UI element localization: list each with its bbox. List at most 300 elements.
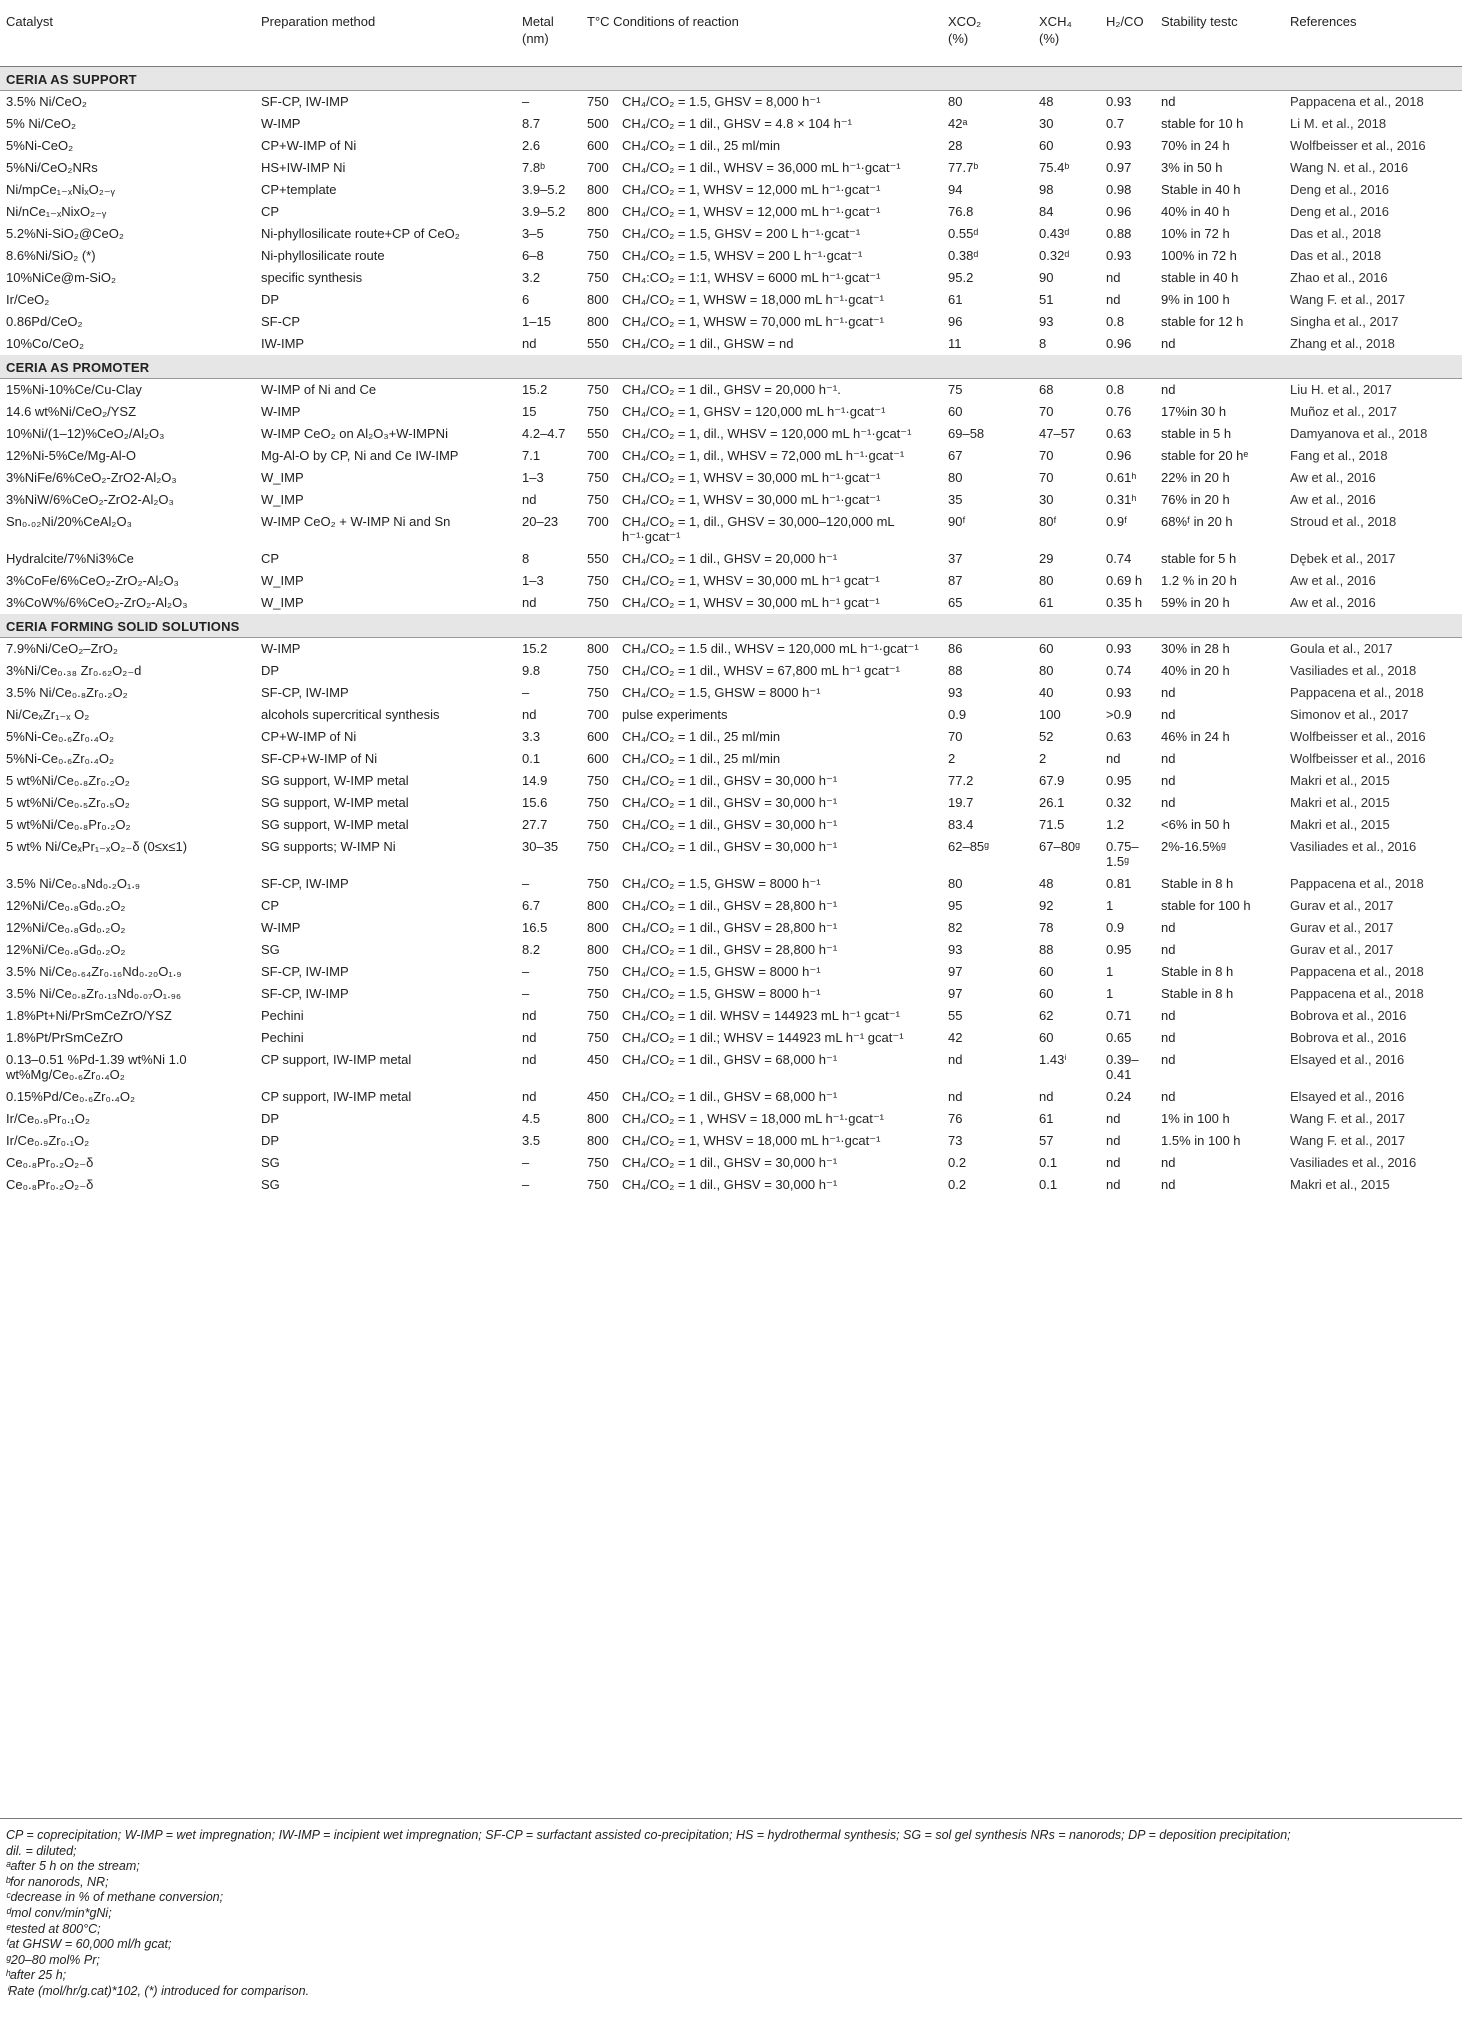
col-header-xco2-line2: (%) bbox=[948, 31, 969, 46]
cell-xco2: 93 bbox=[948, 684, 963, 700]
section-title: CERIA AS SUPPORT bbox=[0, 66, 1462, 90]
cell-metal-size: – bbox=[522, 985, 530, 1001]
cell-h2-co-ratio: 0.69 h bbox=[1106, 572, 1143, 588]
cell-reference: Damyanova et al., 2018 bbox=[1290, 425, 1428, 441]
cell-catalyst: Ir/CeO₂ bbox=[6, 291, 50, 307]
cell-metal-size: – bbox=[522, 93, 530, 109]
cell-h2-co-ratio: 1 bbox=[1106, 985, 1114, 1001]
col-header-xch4-line1: XCH₄ bbox=[1039, 14, 1072, 29]
cell-h2-co-ratio: 0.97 bbox=[1106, 159, 1132, 175]
cell-conditions: CH₄/CO₂ = 1 dil., GHSV = 30,000 h⁻¹ bbox=[622, 772, 838, 788]
cell-xch4: 75.4ᵇ bbox=[1039, 159, 1070, 175]
cell-metal-size: nd bbox=[522, 1007, 537, 1023]
cell-reference: Pappacena et al., 2018 bbox=[1290, 684, 1424, 700]
cell-reference: Pappacena et al., 2018 bbox=[1290, 93, 1424, 109]
col-header-metal-line2: (nm) bbox=[522, 31, 549, 46]
cell-xco2: 11 bbox=[948, 335, 962, 351]
cell-catalyst: Ce₀.₈Pr₀.₂O₂₋δ bbox=[6, 1154, 94, 1170]
cell-h2-co-ratio: >0.9 bbox=[1106, 706, 1132, 722]
table-row bbox=[0, 592, 1462, 614]
cell-stability: 1.2 % in 20 h bbox=[1161, 572, 1237, 588]
cell-temperature: 750 bbox=[587, 772, 609, 788]
cell-stability: nd bbox=[1161, 794, 1176, 810]
cell-xch4: 67.9 bbox=[1039, 772, 1065, 788]
cell-conditions: CH₄/CO₂ = 1 dil., GHSV = 28,800 h⁻¹ bbox=[622, 897, 838, 913]
table-body bbox=[0, 66, 1462, 1196]
cell-temperature: 750 bbox=[587, 491, 609, 507]
cell-xco2: nd bbox=[948, 1088, 963, 1104]
cell-xch4: 30 bbox=[1039, 491, 1054, 507]
cell-reference: Fang et al., 2018 bbox=[1290, 447, 1388, 463]
cell-temperature: 800 bbox=[587, 291, 609, 307]
cell-h2-co-ratio: 0.24 bbox=[1106, 1088, 1132, 1104]
table-row bbox=[0, 917, 1462, 939]
cell-temperature: 800 bbox=[587, 1132, 609, 1148]
footnote-line: ᵍ20–80 mol% Pr; bbox=[6, 1952, 100, 1967]
cell-reference: Simonov et al., 2017 bbox=[1290, 706, 1409, 722]
cell-xch4: 90 bbox=[1039, 269, 1054, 285]
cell-xch4: 26.1 bbox=[1039, 794, 1065, 810]
cell-reference: Das et al., 2018 bbox=[1290, 247, 1382, 263]
cell-conditions: CH₄/CO₂ = 1 dil., 25 ml/min bbox=[622, 728, 781, 744]
cell-metal-size: 20–23 bbox=[522, 513, 559, 529]
cell-stability: nd bbox=[1161, 772, 1176, 788]
cell-catalyst: 0.15%Pd/Ce₀.₆Zr₀.₄O₂ bbox=[6, 1088, 135, 1104]
cell-metal-size: 1–3 bbox=[522, 469, 544, 485]
cell-reference: Goula et al., 2017 bbox=[1290, 640, 1393, 656]
footnote-line: dil. = diluted; bbox=[6, 1843, 77, 1858]
table-row bbox=[0, 267, 1462, 289]
footnotes bbox=[6, 1828, 1456, 2000]
cell-xco2: 0.38ᵈ bbox=[948, 247, 979, 263]
cell-catalyst: 5% Ni/CeO₂ bbox=[6, 115, 77, 131]
section-header-row bbox=[0, 614, 1462, 638]
cell-catalyst: 5%Ni/CeO₂NRs bbox=[6, 159, 98, 175]
cell-conditions: CH₄/CO₂ = 1, dil., WHSV = 72,000 mL h⁻¹·gcat⁻¹ bbox=[622, 447, 905, 463]
cell-stability: stable in 40 h bbox=[1161, 269, 1239, 285]
cell-metal-size: 0.1 bbox=[522, 750, 541, 766]
cell-stability: stable in 5 h bbox=[1161, 425, 1232, 441]
cell-temperature: 800 bbox=[587, 203, 609, 219]
cell-conditions: CH₄/CO₂ = 1 dil., WHSV = 67,800 mL h⁻¹ gcat⁻¹ bbox=[622, 662, 900, 678]
cell-preparation-method: CP+W-IMP of Ni bbox=[261, 137, 357, 153]
cell-xch4: 67–80ᵍ bbox=[1039, 838, 1081, 854]
table-row bbox=[0, 489, 1462, 511]
table-bottom-rule bbox=[0, 1818, 1462, 1819]
cell-xco2: 96 bbox=[948, 313, 963, 329]
cell-xco2: 90ᶠ bbox=[948, 513, 966, 529]
cell-temperature: 750 bbox=[587, 269, 609, 285]
cell-stability: 40% in 40 h bbox=[1161, 203, 1230, 219]
cell-conditions: CH₄/CO₂ = 1.5, WHSV = 200 L h⁻¹·gcat⁻¹ bbox=[622, 247, 863, 263]
cell-h2-co-ratio: 0.9ᶠ bbox=[1106, 513, 1128, 529]
cell-reference: Wolfbeisser et al., 2016 bbox=[1290, 750, 1426, 766]
cell-reference: Dębek et al., 2017 bbox=[1290, 550, 1396, 566]
cell-temperature: 450 bbox=[587, 1088, 609, 1104]
cell-reference: Wang F. et al., 2017 bbox=[1290, 291, 1406, 307]
cell-metal-size: 15.2 bbox=[522, 640, 548, 656]
cell-conditions: CH₄/CO₂ = 1.5, GHSW = 8000 h⁻¹ bbox=[622, 875, 821, 891]
cell-temperature: 450 bbox=[587, 1051, 609, 1067]
cell-conditions: CH₄/CO₂ = 1 dil.; WHSV = 144923 mL h⁻¹ gcat⁻¹ bbox=[622, 1029, 904, 1045]
cell-conditions: CH₄/CO₂ = 1, WHSV = 12,000 mL h⁻¹·gcat⁻¹ bbox=[622, 203, 881, 219]
cell-xch4: 70 bbox=[1039, 469, 1054, 485]
cell-h2-co-ratio: 0.31ʰ bbox=[1106, 491, 1137, 507]
cell-catalyst: 5%Ni-CeO₂ bbox=[6, 137, 74, 153]
cell-xco2: 97 bbox=[948, 963, 963, 979]
cell-catalyst: 5 wt% Ni/CeₓPr₁₋ₓO₂₋δ (0≤x≤1) bbox=[6, 838, 188, 854]
cell-catalyst: 12%Ni-5%Ce/Mg-Al-O bbox=[6, 447, 137, 463]
cell-reference: Elsayed et al., 2016 bbox=[1290, 1051, 1405, 1067]
cell-catalyst: 3.5% Ni/Ce₀.₈Zr₀.₂O₂ bbox=[6, 684, 128, 700]
section-header-row bbox=[0, 66, 1462, 90]
cell-stability: 1% in 100 h bbox=[1161, 1110, 1230, 1126]
cell-stability: nd bbox=[1161, 1088, 1176, 1104]
cell-preparation-method: DP bbox=[261, 1110, 280, 1126]
cell-xch4: 88 bbox=[1039, 941, 1054, 957]
cell-temperature: 750 bbox=[587, 572, 609, 588]
cell-metal-size: – bbox=[522, 684, 530, 700]
cell-conditions: CH₄/CO₂ = 1, WHSV = 30,000 mL h⁻¹ gcat⁻¹ bbox=[622, 572, 880, 588]
cell-metal-size: nd bbox=[522, 491, 537, 507]
cell-h2-co-ratio: 0.95 bbox=[1106, 941, 1132, 957]
cell-temperature: 750 bbox=[587, 469, 609, 485]
table-row bbox=[0, 467, 1462, 489]
cell-xco2: 42ᵃ bbox=[948, 115, 968, 131]
cell-catalyst: 5%Ni-Ce₀.₆Zr₀.₄O₂ bbox=[6, 750, 115, 766]
cell-h2-co-ratio: 0.95 bbox=[1106, 772, 1132, 788]
cell-stability: nd bbox=[1161, 1029, 1176, 1045]
cell-temperature: 750 bbox=[587, 403, 609, 419]
table-row bbox=[0, 223, 1462, 245]
table-row bbox=[0, 1049, 1462, 1086]
table-row bbox=[0, 157, 1462, 179]
cell-h2-co-ratio: 1.2 bbox=[1106, 816, 1125, 832]
cell-metal-size: 27.7 bbox=[522, 816, 548, 832]
cell-reference: Wang F. et al., 2017 bbox=[1290, 1110, 1406, 1126]
cell-stability: 59% in 20 h bbox=[1161, 594, 1230, 610]
cell-xch4: 80ᶠ bbox=[1039, 513, 1057, 529]
cell-temperature: 750 bbox=[587, 838, 609, 854]
cell-xch4: 8 bbox=[1039, 335, 1047, 351]
cell-xch4: 40 bbox=[1039, 684, 1054, 700]
cell-stability: nd bbox=[1161, 1051, 1176, 1067]
cell-catalyst: 14.6 wt%Ni/CeO₂/YSZ bbox=[6, 403, 137, 419]
cell-metal-size: 6–8 bbox=[522, 247, 544, 263]
cell-stability: nd bbox=[1161, 919, 1176, 935]
cell-catalyst: 1.8%Pt/PrSmCeZrO bbox=[6, 1029, 124, 1045]
table-row bbox=[0, 311, 1462, 333]
cell-temperature: 600 bbox=[587, 750, 609, 766]
table-header bbox=[0, 0, 1462, 66]
cell-stability: 76% in 20 h bbox=[1161, 491, 1230, 507]
cell-conditions: CH₄/CO₂ = 1, WHSV = 30,000 mL h⁻¹·gcat⁻¹ bbox=[622, 491, 881, 507]
cell-conditions: CH₄/CO₂ = 1 dil., 25 ml/min bbox=[622, 137, 781, 153]
cell-stability: 46% in 24 h bbox=[1161, 728, 1230, 744]
cell-xco2: 94 bbox=[948, 181, 963, 197]
cell-xch4: 98 bbox=[1039, 181, 1054, 197]
cell-temperature: 700 bbox=[587, 159, 609, 175]
cell-catalyst: 0.86Pd/CeO₂ bbox=[6, 313, 83, 329]
footnote-line: ᶜdecrease in % of methane conversion; bbox=[6, 1890, 224, 1905]
cell-conditions: CH₄/CO₂ = 1 dil., WHSV = 36,000 mL h⁻¹·gcat⁻¹ bbox=[622, 159, 901, 175]
cell-preparation-method: SF-CP, IW-IMP bbox=[261, 93, 349, 109]
cell-conditions: CH₄/CO₂ = 1.5, GHSW = 8000 h⁻¹ bbox=[622, 985, 821, 1001]
footnote-line: ᵇfor nanorods, NR; bbox=[6, 1874, 109, 1889]
cell-preparation-method: CP bbox=[261, 550, 280, 566]
cell-temperature: 750 bbox=[587, 93, 609, 109]
cell-xco2: 55 bbox=[948, 1007, 963, 1023]
table-row bbox=[0, 682, 1462, 704]
cell-temperature: 750 bbox=[587, 247, 609, 263]
cell-preparation-method: CP bbox=[261, 203, 280, 219]
table-row bbox=[0, 378, 1462, 401]
cell-xco2: 93 bbox=[948, 941, 963, 957]
cell-h2-co-ratio: 1 bbox=[1106, 897, 1114, 913]
cell-conditions: CH₄/CO₂ = 1 dil., GHSV = 28,800 h⁻¹ bbox=[622, 941, 838, 957]
cell-xco2: 95.2 bbox=[948, 269, 974, 285]
cell-stability: 2%-16.5%ᵍ bbox=[1161, 838, 1226, 854]
cell-conditions: CH₄/CO₂ = 1 dil., 25 ml/min bbox=[622, 750, 781, 766]
cell-xch4: 68 bbox=[1039, 381, 1054, 397]
cell-temperature: 800 bbox=[587, 919, 609, 935]
cell-preparation-method: W-IMP bbox=[261, 640, 301, 656]
cell-xco2: 80 bbox=[948, 875, 963, 891]
cell-catalyst: 1.8%Pt+Ni/PrSmCeZrO/YSZ bbox=[6, 1007, 172, 1023]
cell-preparation-method: SF-CP+W-IMP of Ni bbox=[261, 750, 378, 766]
cell-catalyst: Ir/Ce₀.₉Pr₀.₁O₂ bbox=[6, 1110, 90, 1126]
table-row bbox=[0, 245, 1462, 267]
cell-reference: Singha et al., 2017 bbox=[1290, 313, 1399, 329]
cell-metal-size: 3.3 bbox=[522, 728, 541, 744]
cell-temperature: 750 bbox=[587, 225, 609, 241]
cell-metal-size: – bbox=[522, 1154, 530, 1170]
cell-h2-co-ratio: nd bbox=[1106, 1132, 1121, 1148]
cell-metal-size: 4.5 bbox=[522, 1110, 541, 1126]
table-row bbox=[0, 401, 1462, 423]
cell-metal-size: 3.5 bbox=[522, 1132, 541, 1148]
cell-conditions: CH₄/CO₂ = 1 dil., GHSV = 20,000 h⁻¹ bbox=[622, 550, 838, 566]
cell-conditions: CH₄/CO₂ = 1 dil., GHSV = 4.8 × 104 h⁻¹ bbox=[622, 115, 853, 131]
cell-stability: nd bbox=[1161, 1007, 1176, 1023]
cell-temperature: 750 bbox=[587, 816, 609, 832]
table-row bbox=[0, 895, 1462, 917]
cell-h2-co-ratio: nd bbox=[1106, 750, 1121, 766]
table-row bbox=[0, 511, 1462, 548]
cell-metal-size: 7.8ᵇ bbox=[522, 159, 545, 175]
cell-catalyst: Hydralcite/7%Ni3%Ce bbox=[6, 550, 134, 566]
cell-conditions: CH₄:CO₂ = 1:1, WHSV = 6000 mL h⁻¹·gcat⁻¹ bbox=[622, 269, 881, 285]
cell-temperature: 800 bbox=[587, 313, 609, 329]
cell-reference: Liu H. et al., 2017 bbox=[1290, 381, 1392, 397]
cell-xch4: 29 bbox=[1039, 550, 1054, 566]
cell-stability: 9% in 100 h bbox=[1161, 291, 1230, 307]
cell-reference: Gurav et al., 2017 bbox=[1290, 919, 1394, 935]
cell-metal-size: 3–5 bbox=[522, 225, 544, 241]
table-row bbox=[0, 704, 1462, 726]
cell-h2-co-ratio: 0.98 bbox=[1106, 181, 1132, 197]
cell-conditions: pulse experiments bbox=[622, 706, 728, 722]
cell-temperature: 700 bbox=[587, 513, 609, 529]
cell-temperature: 800 bbox=[587, 897, 609, 913]
cell-h2-co-ratio: 0.63 bbox=[1106, 425, 1132, 441]
cell-catalyst: 12%Ni/Ce₀.₈Gd₀.₂O₂ bbox=[6, 897, 126, 913]
cell-xco2: 82 bbox=[948, 919, 963, 935]
cell-h2-co-ratio: 0.81 bbox=[1106, 875, 1132, 891]
cell-reference: Pappacena et al., 2018 bbox=[1290, 963, 1424, 979]
cell-reference: Vasiliades et al., 2018 bbox=[1290, 662, 1417, 678]
cell-catalyst: 15%Ni-10%Ce/Cu-Clay bbox=[6, 381, 142, 397]
cell-conditions: CH₄/CO₂ = 1 dil., GHSV = 30,000 h⁻¹ bbox=[622, 1176, 838, 1192]
col-header-metal bbox=[516, 0, 581, 66]
cell-preparation-method: SG bbox=[261, 941, 280, 957]
cell-h2-co-ratio: 0.61ʰ bbox=[1106, 469, 1137, 485]
cell-h2-co-ratio: 0.74 bbox=[1106, 662, 1132, 678]
cell-preparation-method: HS+IW-IMP Ni bbox=[261, 159, 346, 175]
cell-catalyst: 3.5% Ni/Ce₀.₆₄Zr₀.₁₆Nd₀.₂₀O₁.₉ bbox=[6, 963, 182, 979]
cell-xco2: 2 bbox=[948, 750, 956, 766]
cell-catalyst: 10%Ni/(1–12)%CeO₂/Al₂O₃ bbox=[6, 425, 165, 441]
cell-temperature: 750 bbox=[587, 985, 609, 1001]
cell-h2-co-ratio: 0.93 bbox=[1106, 247, 1132, 263]
cell-stability: stable for 10 h bbox=[1161, 115, 1244, 131]
cell-stability: Stable in 8 h bbox=[1161, 963, 1234, 979]
cell-xco2: 0.2 bbox=[948, 1176, 967, 1192]
cell-catalyst: 12%Ni/Ce₀.₈Gd₀.₂O₂ bbox=[6, 941, 126, 957]
cell-xco2: 88 bbox=[948, 662, 963, 678]
cell-temperature: 500 bbox=[587, 115, 609, 131]
table-row bbox=[0, 90, 1462, 113]
cell-metal-size: 6.7 bbox=[522, 897, 541, 913]
cell-stability: 70% in 24 h bbox=[1161, 137, 1230, 153]
cell-xch4: 80 bbox=[1039, 662, 1054, 678]
cell-reference: Elsayed et al., 2016 bbox=[1290, 1088, 1405, 1104]
cell-conditions: CH₄/CO₂ = 1.5 dil., WHSV = 120,000 mL h⁻¹·gcat⁻¹ bbox=[622, 640, 919, 656]
cell-catalyst: 8.6%Ni/SiO₂ (*) bbox=[6, 247, 96, 263]
cell-reference: Makri et al., 2015 bbox=[1290, 1176, 1390, 1192]
cell-metal-size: 6 bbox=[522, 291, 530, 307]
cell-xco2: 95 bbox=[948, 897, 963, 913]
cell-preparation-method: W-IMP bbox=[261, 403, 301, 419]
cell-h2-co-ratio: 0.75–1.5ᵍ bbox=[1106, 838, 1139, 869]
cell-h2-co-ratio: 0.76 bbox=[1106, 403, 1132, 419]
cell-stability: nd bbox=[1161, 1154, 1176, 1170]
cell-preparation-method: W-IMP bbox=[261, 115, 301, 131]
cell-stability: nd bbox=[1161, 381, 1176, 397]
cell-metal-size: 16.5 bbox=[522, 919, 548, 935]
cell-xco2: 37 bbox=[948, 550, 963, 566]
cell-preparation-method: Pechini bbox=[261, 1029, 304, 1045]
cell-reference: Makri et al., 2015 bbox=[1290, 772, 1390, 788]
cell-xco2: 70 bbox=[948, 728, 963, 744]
cell-reference: Wolfbeisser et al., 2016 bbox=[1290, 137, 1426, 153]
cell-preparation-method: W_IMP bbox=[261, 491, 304, 507]
cell-xco2: 69–58 bbox=[948, 425, 985, 441]
cell-xco2: 73 bbox=[948, 1132, 963, 1148]
cell-conditions: CH₄/CO₂ = 1, WHSV = 12,000 mL h⁻¹·gcat⁻¹ bbox=[622, 181, 881, 197]
table-row bbox=[0, 748, 1462, 770]
table-row bbox=[0, 939, 1462, 961]
table-row bbox=[0, 1005, 1462, 1027]
cell-conditions: CH₄/CO₂ = 1.5, GHSW = 8000 h⁻¹ bbox=[622, 963, 821, 979]
col-header-xco2-line1: XCO₂ bbox=[948, 14, 982, 29]
cell-h2-co-ratio: nd bbox=[1106, 1176, 1121, 1192]
cell-xch4: 52 bbox=[1039, 728, 1054, 744]
cell-metal-size: 1–3 bbox=[522, 572, 544, 588]
cell-xco2: 19.7 bbox=[948, 794, 974, 810]
cell-xch4: 1.43ⁱ bbox=[1039, 1051, 1067, 1067]
cell-conditions: CH₄/CO₂ = 1 dil., GHSV = 20,000 h⁻¹. bbox=[622, 381, 841, 397]
cell-xch4: 78 bbox=[1039, 919, 1054, 935]
cell-h2-co-ratio: 0.93 bbox=[1106, 137, 1132, 153]
cell-stability: nd bbox=[1161, 941, 1176, 957]
cell-reference: Aw et al., 2016 bbox=[1290, 469, 1376, 485]
cell-metal-size: nd bbox=[522, 1051, 537, 1067]
cell-h2-co-ratio: 0.32 bbox=[1106, 794, 1132, 810]
cell-xch4: 62 bbox=[1039, 1007, 1054, 1023]
cell-h2-co-ratio: nd bbox=[1106, 1154, 1121, 1170]
cell-reference: Wang N. et al., 2016 bbox=[1290, 159, 1409, 175]
cell-catalyst: Ni/mpCe₁₋ₓNiₓO₂₋ᵧ bbox=[6, 181, 115, 197]
cell-metal-size: 3.9–5.2 bbox=[522, 181, 566, 197]
cell-reference: Muñoz et al., 2017 bbox=[1290, 403, 1397, 419]
cell-preparation-method: specific synthesis bbox=[261, 269, 363, 285]
cell-conditions: CH₄/CO₂ = 1 dil. WHSV = 144923 mL h⁻¹ gcat⁻¹ bbox=[622, 1007, 900, 1023]
cell-xco2: 65 bbox=[948, 594, 963, 610]
cell-temperature: 600 bbox=[587, 137, 609, 153]
cell-catalyst: 3%Ni/Ce₀.₃₈ Zr₀.₆₂O₂₋d bbox=[6, 662, 142, 678]
cell-catalyst: 3%CoW%/6%CeO₂-ZrO₂-Al₂O₃ bbox=[6, 594, 188, 610]
cell-conditions: CH₄/CO₂ = 1 , WHSV = 18,000 mL h⁻¹·gcat⁻¹ bbox=[622, 1110, 885, 1126]
cell-temperature: 750 bbox=[587, 684, 609, 700]
cell-conditions: CH₄/CO₂ = 1, dil., WHSV = 120,000 mL h⁻¹·gcat⁻¹ bbox=[622, 425, 912, 441]
cell-xch4: 48 bbox=[1039, 875, 1054, 891]
cell-stability: stable for 20 hᵉ bbox=[1161, 447, 1249, 463]
cell-reference: Pappacena et al., 2018 bbox=[1290, 985, 1424, 1001]
cell-catalyst: 3.5% Ni/Ce₀.₈Zr₀.₁₃Nd₀.₀₇O₁.₉₆ bbox=[6, 985, 182, 1001]
cell-reference: Gurav et al., 2017 bbox=[1290, 941, 1394, 957]
cell-preparation-method: W-IMP CeO₂ on Al₂O₃+W-IMPNi bbox=[261, 425, 448, 441]
table-row bbox=[0, 836, 1462, 873]
cell-catalyst: 3%CoFe/6%CeO₂-ZrO₂-Al₂O₃ bbox=[6, 572, 179, 588]
cell-catalyst: 10%NiCe@m-SiO₂ bbox=[6, 269, 116, 285]
cell-conditions: CH₄/CO₂ = 1, WHSV = 18,000 mL h⁻¹·gcat⁻¹ bbox=[622, 1132, 881, 1148]
cell-stability: nd bbox=[1161, 335, 1176, 351]
footnote-line: CP = coprecipitation; W-IMP = wet impregnation; IW-IMP = incipient wet impregnation; SF-CP = surfactant assisted co-precipitation; HS = hydrothermal synthesis; SG = sol gel synthesis NRs = nanorods; DP = deposition precipitation; bbox=[6, 1828, 1291, 1842]
cell-preparation-method: SF-CP, IW-IMP bbox=[261, 875, 349, 891]
cell-metal-size: – bbox=[522, 875, 530, 891]
cell-catalyst: Ni/CeₓZr₁₋ₓ O₂ bbox=[6, 706, 90, 722]
table-row bbox=[0, 333, 1462, 355]
cell-xco2: 42 bbox=[948, 1029, 963, 1045]
cell-xch4: 57 bbox=[1039, 1132, 1054, 1148]
cell-reference: Pappacena et al., 2018 bbox=[1290, 875, 1424, 891]
cell-metal-size: 2.6 bbox=[522, 137, 541, 153]
table-row bbox=[0, 637, 1462, 660]
cell-xch4: 30 bbox=[1039, 115, 1054, 131]
cell-xco2: 62–85ᵍ bbox=[948, 838, 990, 854]
cell-xco2: 86 bbox=[948, 640, 963, 656]
cell-xch4: 60 bbox=[1039, 137, 1054, 153]
cell-preparation-method: W_IMP bbox=[261, 572, 304, 588]
cell-temperature: 550 bbox=[587, 550, 609, 566]
cell-stability: 1.5% in 100 h bbox=[1161, 1132, 1241, 1148]
cell-preparation-method: W_IMP bbox=[261, 469, 304, 485]
cell-preparation-method: CP support, IW-IMP metal bbox=[261, 1051, 412, 1067]
cell-temperature: 750 bbox=[587, 794, 609, 810]
table-row bbox=[0, 548, 1462, 570]
cell-h2-co-ratio: 0.63 bbox=[1106, 728, 1132, 744]
